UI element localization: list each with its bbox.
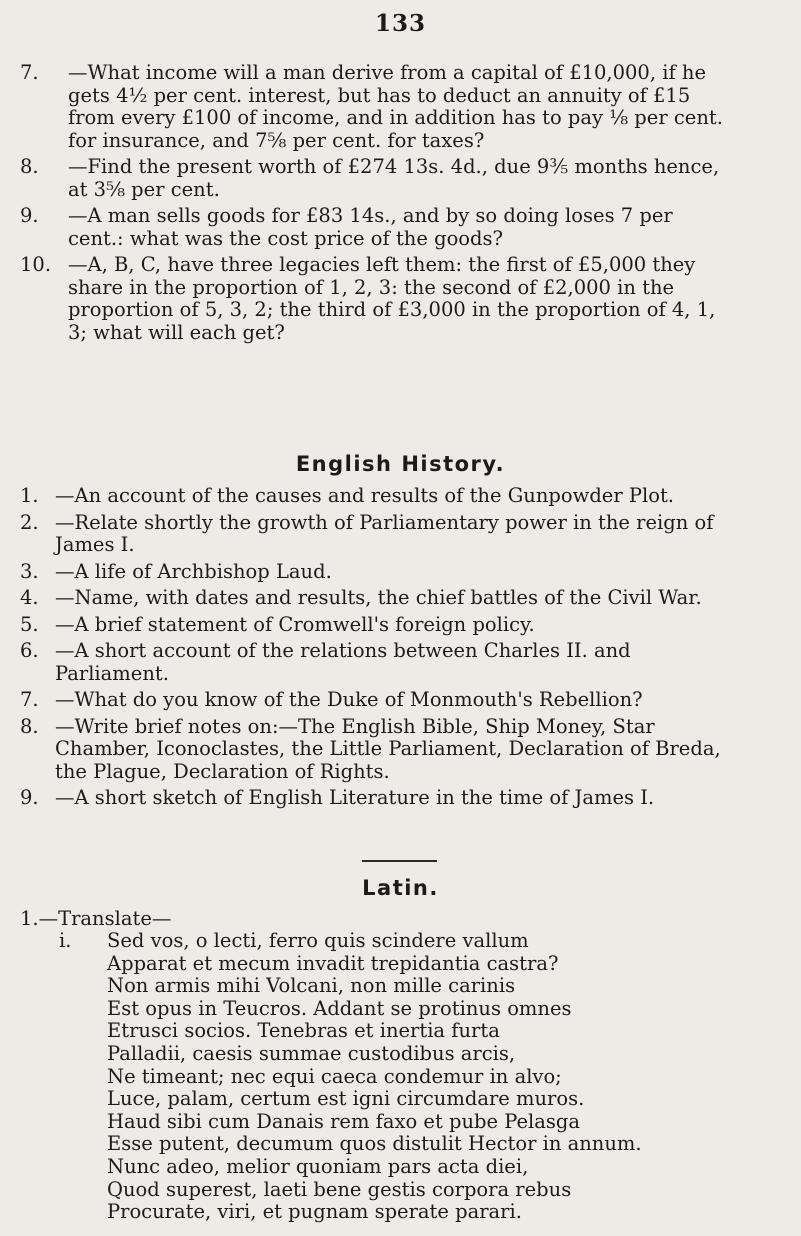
question-item	[20, 689, 726, 712]
question-number: 5.	[20, 612, 39, 636]
question-number: 10.	[20, 253, 52, 276]
question-item	[20, 614, 726, 637]
question-number: 9.	[20, 786, 39, 809]
verse-line: Nunc adeo, melior quoniam pars acta diei,	[107, 1154, 529, 1178]
question-number: 8.	[20, 714, 39, 738]
question-text: —Relate shortly the growth of Parliamentary power in the reign of James I.	[55, 510, 714, 556]
question-number: 3.	[20, 559, 39, 583]
question-item	[20, 205, 726, 250]
history-questions	[20, 485, 726, 814]
verse-line: Non armis mihi Volcani, non mille carinis	[107, 974, 516, 998]
verse-line: Haud sibi cum Danais rem faxo et pube Pelasga	[107, 1109, 581, 1133]
latin-passage	[107, 930, 767, 1224]
question-text: —What do you know of the Duke of Monmouth's Rebellion?	[55, 688, 643, 711]
question-text: —A, B, C, have three legacies left them: the first of £5,000 they share in the proportion of 1, 2, 3: the second of £2,000 in the proportion of 5, 3, 2; the third of £3,000 in the proportion of 4, 1, 3; what will each get?	[68, 253, 716, 344]
latin-heading: Latin.	[362, 876, 439, 900]
question-text: —An account of the causes and results of the Gunpowder Plot.	[55, 484, 674, 507]
question-item	[20, 62, 726, 152]
question-number: 6.	[20, 639, 39, 662]
page-number: 133	[374, 10, 426, 37]
question-number: 1.	[20, 484, 39, 507]
passage-number: i.	[59, 929, 72, 952]
verse-line: Esse putent, decumum quos distulit Hector in annum.	[107, 1132, 642, 1156]
verse-line: Palladii, caesis summae custodibus arcis,	[107, 1041, 516, 1065]
history-heading: English History.	[295, 452, 506, 476]
section-divider	[362, 860, 437, 862]
question-text: —What income will a man derive from a capital of £10,000, if he gets 4½ per cent. interest, but has to deduct an annuity of £15 from every £100 of income, and in addition has to pay ⅛ per cent. for insurance, and 7⅝ per cent. for taxes?	[68, 61, 723, 152]
latin-instruction: 1.—Translate—	[20, 907, 172, 930]
verse-line: Procurate, viri, et pugnam sperate parari.	[107, 1200, 522, 1224]
question-text: —Write brief notes on:—The English Bible, Ship Money, Star Chamber, Iconoclastes, the Little Parliament, Declaration of Breda, the Plague, Declaration of Rights.	[55, 714, 721, 783]
question-item	[20, 561, 726, 584]
question-text: —A short sketch of English Literature in the time of James I.	[55, 786, 655, 809]
question-text: —A life of Archbishop Laud.	[55, 559, 332, 583]
question-item	[20, 512, 726, 557]
question-text: —Find the present worth of £274 13s. 4d., due 9⅗ months hence, at 3⅝ per cent.	[68, 155, 720, 201]
question-number: 7.	[20, 61, 39, 84]
question-item	[20, 640, 726, 685]
question-text: —A brief statement of Cromwell's foreign policy.	[55, 612, 535, 636]
verse-line: Ne timeant; nec equi caeca condemur in alvo;	[107, 1064, 562, 1088]
arithmetic-questions	[20, 62, 726, 348]
verse-line: Quod superest, laeti bene gestis corpora rebus	[107, 1177, 572, 1201]
question-number: 9.	[20, 204, 39, 227]
question-item	[20, 485, 726, 508]
verse-line: Est opus in Teucros. Addant se protinus omnes	[107, 996, 572, 1020]
question-item	[20, 716, 726, 784]
verse-line: Apparat et mecum invadit trepidantia castra?	[107, 951, 559, 975]
question-item	[20, 156, 726, 201]
verse-line: Sed vos, o lecti, ferro quis scindere vallum	[107, 929, 529, 952]
question-text: —A man sells goods for £83 14s., and by so doing loses 7 per cent.: what was the cost price of the goods?	[68, 204, 673, 250]
question-item	[20, 587, 726, 610]
question-text: —A short account of the relations between Charles II. and Parliament.	[55, 639, 631, 685]
question-number: 4.	[20, 586, 39, 609]
question-number: 2.	[20, 510, 39, 534]
question-item	[20, 787, 726, 810]
question-text: —Name, with dates and results, the chief battles of the Civil War.	[55, 586, 702, 609]
verse-line: Luce, palam, certum est igni circumdare muros.	[107, 1087, 585, 1111]
verse-line: Etrusci socios. Tenebras et inertia furta	[107, 1019, 500, 1043]
question-item	[20, 254, 726, 344]
question-number: 7.	[20, 688, 39, 711]
question-number: 8.	[20, 155, 39, 178]
